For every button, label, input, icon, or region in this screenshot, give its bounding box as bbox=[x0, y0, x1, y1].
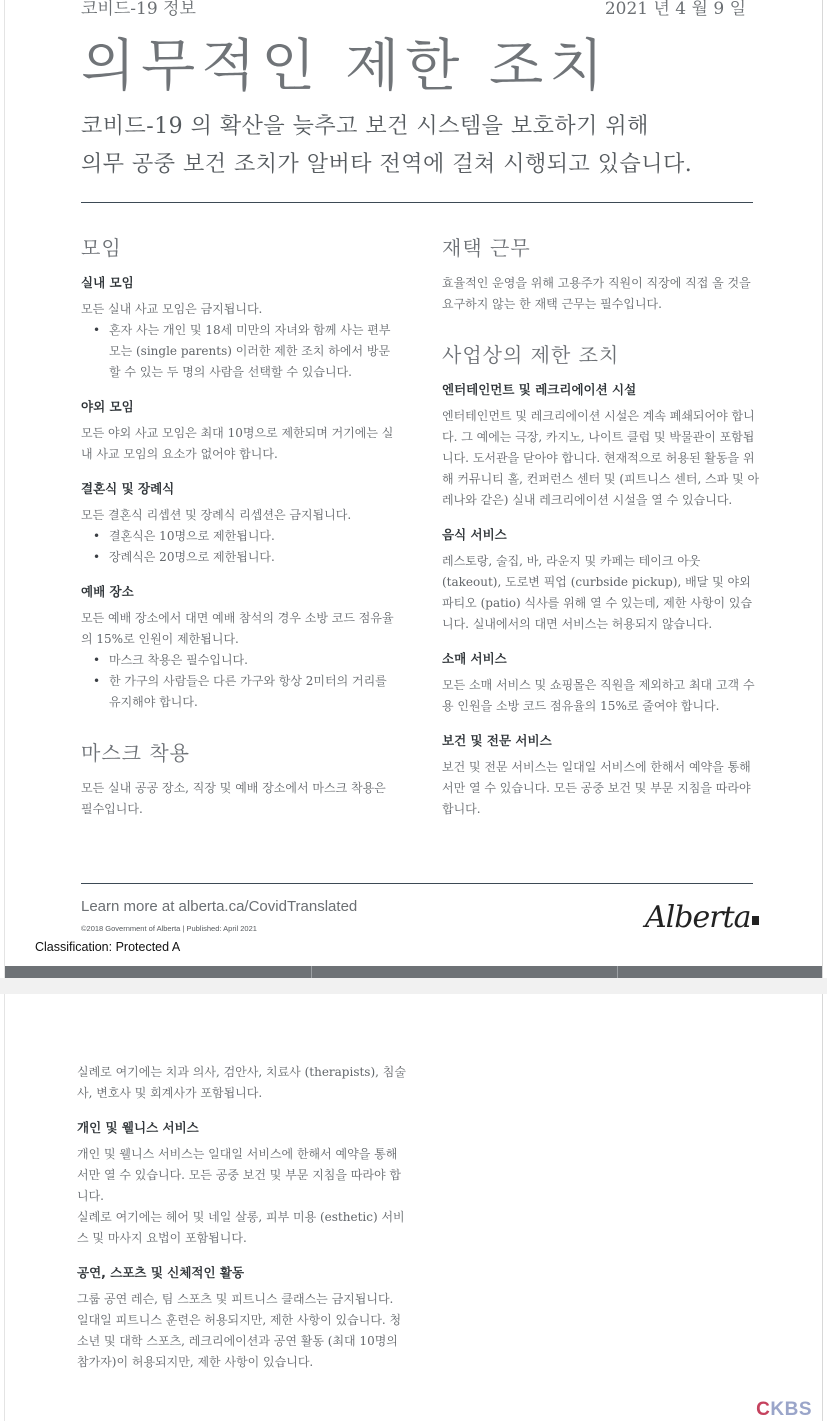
paragraph: 모든 실내 공공 장소, 직장 및 예배 장소에서 마스크 착용은 필수입니다. bbox=[81, 781, 386, 816]
footer-divider bbox=[81, 883, 753, 884]
bullet-icon: • bbox=[93, 653, 101, 667]
left-column bbox=[81, 232, 401, 820]
paragraph: 그룹 공연 레슨, 팀 스포츠 및 피트니스 클래스는 금지됩니다. 일대일 피트니스 훈련은 허용되지만, 제한 사항이 있습니다. 청소년 및 대학 스포츠, 레크리에이션과 공연 활동 (최대 10명의 참가자)이 허용되지만, 제한 사항이 있습니다. bbox=[77, 1292, 402, 1369]
subtitle-line: 코비드-19 의 확산을 늦추고 보건 시스템을 보호하기 위해 bbox=[81, 114, 649, 139]
logo-mark-icon bbox=[752, 916, 759, 925]
paragraph: 엔터테인먼트 및 레크리에이션 시설은 계속 폐쇄되어야 합니다. 그 예에는 극장, 카지노, 나이트 클럽 및 박물관이 포함됩니다. 도서관을 닫아야 합니다. 현재적으로 허용된 활동을 위해 커뮤니티 홀, 컨퍼런스 센터 및 (피트니스 센터, 스파 및 아레나와 같은) 실내 레크리에이션 시설을 열 수 있습니다. bbox=[442, 409, 760, 507]
list-item: • 마스크 착용은 필수입니다. bbox=[81, 650, 401, 671]
performance-sports-section bbox=[77, 1263, 407, 1373]
subsection-title: 예배 장소 bbox=[81, 584, 134, 599]
bullet-icon: • bbox=[93, 529, 101, 543]
subsection-title: 개인 및 웰니스 서비스 bbox=[77, 1120, 199, 1135]
retail-section bbox=[442, 649, 760, 717]
page-gap bbox=[0, 978, 827, 994]
alberta-logo: Alberta bbox=[645, 900, 759, 935]
outdoor-gatherings-section bbox=[81, 397, 401, 465]
bar-separator bbox=[311, 966, 312, 978]
paragraph: 모든 야외 사교 모임은 최대 10명으로 제한되며 거기에는 실내 사교 모임의 요소가 없어야 합니다. bbox=[81, 426, 394, 461]
bullet-list bbox=[81, 320, 401, 383]
document-page-2 bbox=[4, 994, 823, 1421]
paragraph: 보건 및 전문 서비스는 일대일 서비스에 한해서 예약을 통해서만 열 수 있습니다. 모든 공중 보건 및 부문 지침을 따라야 합니다. bbox=[442, 760, 751, 816]
paragraph: 모든 실내 사교 모임은 금지됩니다. bbox=[81, 302, 263, 316]
bullet-icon: • bbox=[93, 550, 101, 564]
bullet-list bbox=[81, 526, 401, 568]
section-heading-business: 사업상의 제한 조치 bbox=[442, 343, 620, 367]
subsection-title: 야외 모임 bbox=[81, 399, 134, 414]
right-column bbox=[442, 232, 760, 834]
header-category: 코비드-19 정보 bbox=[81, 0, 196, 19]
paragraph: 개인 및 웰니스 서비스는 일대일 서비스에 한해서 예약을 통해서만 열 수 있습니다. 모든 공중 보건 및 부문 지침을 따라야 합니다. bbox=[77, 1147, 401, 1203]
ckbs-watermark: CKBS bbox=[756, 1399, 812, 1420]
subsection-title: 음식 서비스 bbox=[442, 527, 507, 542]
page2-column bbox=[77, 1062, 407, 1387]
paragraph: 효율적인 운영을 위해 고용주가 직원이 직장에 직접 올 것을 요구하지 않는 한 재택 근무는 필수입니다. bbox=[442, 276, 751, 311]
paragraph: 실례로 여기에는 치과 의사, 검안사, 치료사 (therapists), 침술사, 변호사 및 회계사가 포함됩니다. bbox=[77, 1065, 406, 1100]
page-header bbox=[81, 0, 746, 19]
document-page-1 bbox=[4, 0, 823, 978]
subsection-title: 실내 모임 bbox=[81, 275, 134, 290]
page-subtitle bbox=[81, 108, 771, 184]
list-item: • 장례식은 20명으로 제한됩니다. bbox=[81, 547, 401, 568]
bullet-list bbox=[81, 650, 401, 713]
paragraph: 모든 소매 서비스 및 쇼핑몰은 직원을 제외하고 최대 고객 수용 인원을 소방 코드 점유율의 15%로 줄여야 합니다. bbox=[442, 678, 755, 713]
bar-separator bbox=[617, 966, 618, 978]
section-heading-work-from-home: 재택 근무 bbox=[442, 236, 531, 260]
learn-more-link[interactable]: Learn more at alberta.ca/CovidTranslated bbox=[81, 898, 358, 915]
subsection-title: 소매 서비스 bbox=[442, 651, 507, 666]
copyright-text: ©2018 Government of Alberta | Published: April 2021 bbox=[81, 924, 257, 933]
indoor-gatherings-section bbox=[81, 273, 401, 383]
health-services-section bbox=[442, 731, 760, 820]
bullet-icon: • bbox=[93, 674, 101, 688]
header-date: 2021 년 4 월 9 일 bbox=[604, 0, 746, 19]
worship-section bbox=[81, 582, 401, 713]
page-bottom-bar bbox=[5, 966, 822, 978]
list-item: • 혼자 사는 개인 및 18세 미만의 자녀와 함께 사는 편부모는 (single parents) 이러한 제한 조치 하에서 방문할 수 있는 두 명의 사람을 선택할 수 있습니다. bbox=[81, 320, 401, 383]
subsection-title: 공연, 스포츠 및 신체적인 활동 bbox=[77, 1265, 245, 1280]
paragraph: 모든 예배 장소에서 대면 예배 참석의 경우 소방 코드 점유율의 15%로 인원이 제한됩니다. bbox=[81, 611, 394, 646]
paragraph: 실례로 여기에는 헤어 및 네일 살롱, 피부 미용 (esthetic) 서비스 및 마사지 요법이 포함됩니다. bbox=[77, 1210, 405, 1245]
food-services-section bbox=[442, 525, 760, 635]
section-heading-masks: 마스크 착용 bbox=[81, 741, 190, 765]
classification-label: Classification: Protected A bbox=[35, 940, 181, 954]
subsection-title: 결혼식 및 장례식 bbox=[81, 481, 175, 496]
divider bbox=[81, 202, 753, 203]
paragraph: 모든 결혼식 리셉션 및 장례식 리셉션은 금지됩니다. bbox=[81, 508, 352, 522]
bullet-icon: • bbox=[93, 323, 101, 337]
list-item: • 결혼식은 10명으로 제한됩니다. bbox=[81, 526, 401, 547]
entertainment-section bbox=[442, 380, 760, 511]
subtitle-line: 의무 공중 보건 조치가 알버타 전역에 걸쳐 시행되고 있습니다. bbox=[81, 152, 693, 177]
page-title: 의무적인 제한 조치 bbox=[81, 34, 610, 99]
list-item: • 한 가구의 사람들은 다른 가구와 항상 2미터의 거리를 유지해야 합니다. bbox=[81, 671, 401, 713]
subsection-title: 엔터테인먼트 및 레크리에이션 시설 bbox=[442, 382, 637, 397]
personal-wellness-section bbox=[77, 1118, 407, 1249]
section-heading-gatherings: 모임 bbox=[81, 236, 122, 260]
weddings-funerals-section bbox=[81, 479, 401, 568]
subsection-title: 보건 및 전문 서비스 bbox=[442, 733, 552, 748]
paragraph: 레스토랑, 술집, 바, 라운지 및 카페는 테이크 아웃 (takeout), 도로변 픽업 (curbside pickup), 배달 및 야외 파티오 (patio) 식사를 위해 열 수 있는데, 제한 사항이 있습니다. 실내에서의 대면 서비스는 허용되지 않습니다. bbox=[442, 554, 753, 631]
